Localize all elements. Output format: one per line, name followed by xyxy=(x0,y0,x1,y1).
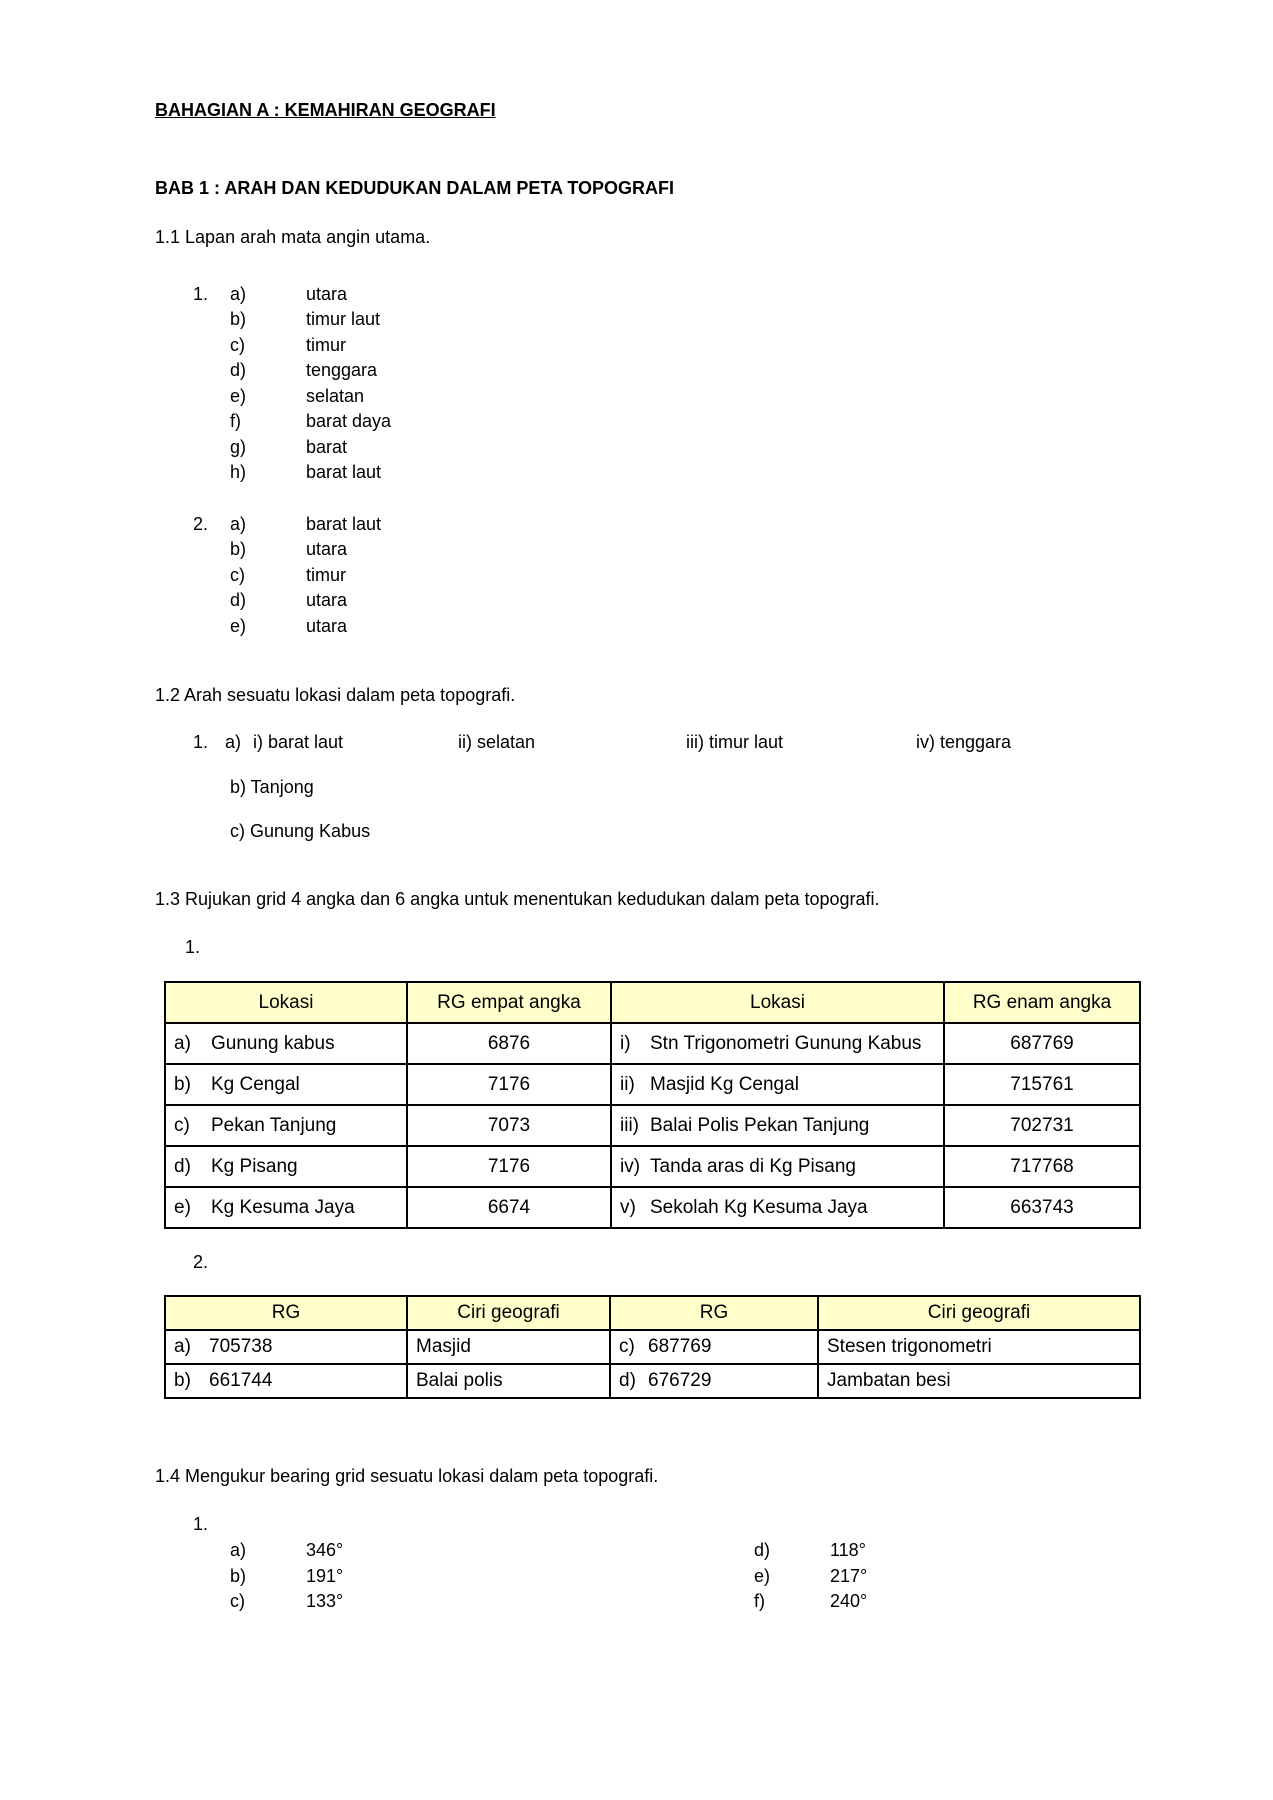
list-item-label: g) xyxy=(230,437,247,457)
answer-c: c) Gunung Kabus xyxy=(230,821,371,841)
table-row xyxy=(165,1146,1140,1187)
table-row xyxy=(165,1064,1140,1105)
list-item-value: 217° xyxy=(830,1566,868,1586)
column-header: Ciri geografi xyxy=(818,1296,1140,1330)
list-item-value: barat laut xyxy=(306,514,382,534)
list-item-label: f) xyxy=(230,411,241,431)
list-item-label: h) xyxy=(230,462,247,482)
answer-direction: iii) timur laut xyxy=(686,732,784,752)
list-item-value: utara xyxy=(306,590,348,610)
table-cell: 7176 xyxy=(407,1064,611,1105)
grid-reference-table-2 xyxy=(164,1295,1141,1399)
list-item-value: utara xyxy=(306,539,348,559)
grid-reference-table-1 xyxy=(164,981,1141,1229)
list-item-label: c) xyxy=(230,1591,245,1611)
table-cell: b) Kg Cengal xyxy=(165,1064,407,1105)
table-row xyxy=(165,1364,1140,1398)
table-cell: a) Gunung kabus xyxy=(165,1023,407,1064)
list-item-value: selatan xyxy=(306,386,365,406)
table-cell: a) 705738 xyxy=(165,1330,407,1364)
list-item-value: timur xyxy=(306,335,346,355)
list-item-label: c) xyxy=(230,335,245,355)
list-item-label: b) xyxy=(230,1566,247,1586)
q1-3-2-number: 2. xyxy=(193,1252,209,1272)
answer-b: b) Tanjong xyxy=(230,777,314,797)
list-item-value: tenggara xyxy=(306,360,378,380)
table-cell: e) Kg Kesuma Jaya xyxy=(165,1187,407,1228)
table-cell: iv) Tanda aras di Kg Pisang xyxy=(611,1146,944,1187)
column-header: RG xyxy=(165,1296,407,1330)
table-cell: ii) Masjid Kg Cengal xyxy=(611,1064,944,1105)
table-header-row xyxy=(165,1296,1140,1330)
table-cell: i) Stn Trigonometri Gunung Kabus xyxy=(611,1023,944,1064)
q1-4-1-number: 1. xyxy=(193,1514,209,1534)
list-item-value: timur xyxy=(306,565,346,585)
list-item-value: barat laut xyxy=(306,462,382,482)
table-cell: 7176 xyxy=(407,1146,611,1187)
table-cell: b) 661744 xyxy=(165,1364,407,1398)
table-cell: Stesen trigonometri xyxy=(818,1330,1140,1364)
column-header: RG xyxy=(610,1296,818,1330)
list-item-label: a) xyxy=(230,514,247,534)
heading-1-3: 1.3 Rujukan grid 4 angka dan 6 angka untuk menentukan kedudukan dalam peta topografi. xyxy=(155,889,880,909)
list-item-label: d) xyxy=(230,590,247,610)
list-item-value: 346° xyxy=(306,1540,344,1560)
table-row xyxy=(165,1023,1140,1064)
table-cell: 6876 xyxy=(407,1023,611,1064)
list-item-label: d) xyxy=(754,1540,771,1560)
table-cell: Masjid xyxy=(407,1330,610,1364)
heading-1-2: 1.2 Arah sesuatu lokasi dalam peta topografi. xyxy=(155,685,516,705)
column-header: RG enam angka xyxy=(944,982,1140,1023)
table-cell: c) 687769 xyxy=(610,1330,818,1364)
table-row xyxy=(165,1187,1140,1228)
table-cell: 687769 xyxy=(944,1023,1140,1064)
list-item-value: barat daya xyxy=(306,411,392,431)
column-header: Ciri geografi xyxy=(407,1296,610,1330)
list-item-value: timur laut xyxy=(306,309,381,329)
list-item-label: d) xyxy=(230,360,247,380)
list-item-label: f) xyxy=(754,1591,765,1611)
list-item-label: b) xyxy=(230,309,247,329)
list-item-label: c) xyxy=(230,565,245,585)
list-item-label: b) xyxy=(230,539,247,559)
list-item-label: a) xyxy=(230,1540,247,1560)
table-cell: 663743 xyxy=(944,1187,1140,1228)
table-cell: d) Kg Pisang xyxy=(165,1146,407,1187)
table-header-row xyxy=(165,982,1140,1023)
column-header: Lokasi xyxy=(165,982,407,1023)
list-item-value: 118° xyxy=(830,1540,866,1560)
list-item-value: 191° xyxy=(306,1566,344,1586)
table-cell: iii) Balai Polis Pekan Tanjung xyxy=(611,1105,944,1146)
list-item-value: 133° xyxy=(306,1591,344,1611)
table-cell: 702731 xyxy=(944,1105,1140,1146)
list-item-value: utara xyxy=(306,616,348,636)
list-item-value: barat xyxy=(306,437,348,457)
table-cell: 7073 xyxy=(407,1105,611,1146)
q1-3-1-number: 1. xyxy=(185,937,201,957)
table-cell: Balai polis xyxy=(407,1364,610,1398)
heading-1-4: 1.4 Mengukur bearing grid sesuatu lokasi dalam peta topografi. xyxy=(155,1466,659,1486)
table-cell: d) 676729 xyxy=(610,1364,818,1398)
answer-direction: iv) tenggara xyxy=(916,732,1012,752)
list-item-value: 240° xyxy=(830,1591,868,1611)
column-header: RG empat angka xyxy=(407,982,611,1023)
heading-1-1: 1.1 Lapan arah mata angin utama. xyxy=(155,227,431,247)
answer-direction: ii) selatan xyxy=(458,732,536,752)
table-cell: 717768 xyxy=(944,1146,1140,1187)
list-item-label: e) xyxy=(230,386,247,406)
q1-2-1-a-label: a) xyxy=(225,732,242,752)
table-cell: Jambatan besi xyxy=(818,1364,1140,1398)
table-cell: 6674 xyxy=(407,1187,611,1228)
column-header: Lokasi xyxy=(611,982,944,1023)
list-item-label: a) xyxy=(230,284,247,304)
q1-1-number: 1. xyxy=(193,284,209,304)
table-cell: c) Pekan Tanjung xyxy=(165,1105,407,1146)
answer-direction: i) barat laut xyxy=(253,732,344,752)
section-title: BAHAGIAN A : KEMAHIRAN GEOGRAFI xyxy=(155,100,496,120)
table-cell: v) Sekolah Kg Kesuma Jaya xyxy=(611,1187,944,1228)
table-row xyxy=(165,1330,1140,1364)
list-item-label: e) xyxy=(754,1566,771,1586)
list-item-label: e) xyxy=(230,616,247,636)
q1-2-number: 2. xyxy=(193,514,209,534)
table-row xyxy=(165,1105,1140,1146)
chapter-title: BAB 1 : ARAH DAN KEDUDUKAN DALAM PETA TOPOGRAFI xyxy=(155,178,674,198)
list-item-value: utara xyxy=(306,284,348,304)
table-cell: 715761 xyxy=(944,1064,1140,1105)
q1-2-1-number: 1. xyxy=(193,732,209,752)
